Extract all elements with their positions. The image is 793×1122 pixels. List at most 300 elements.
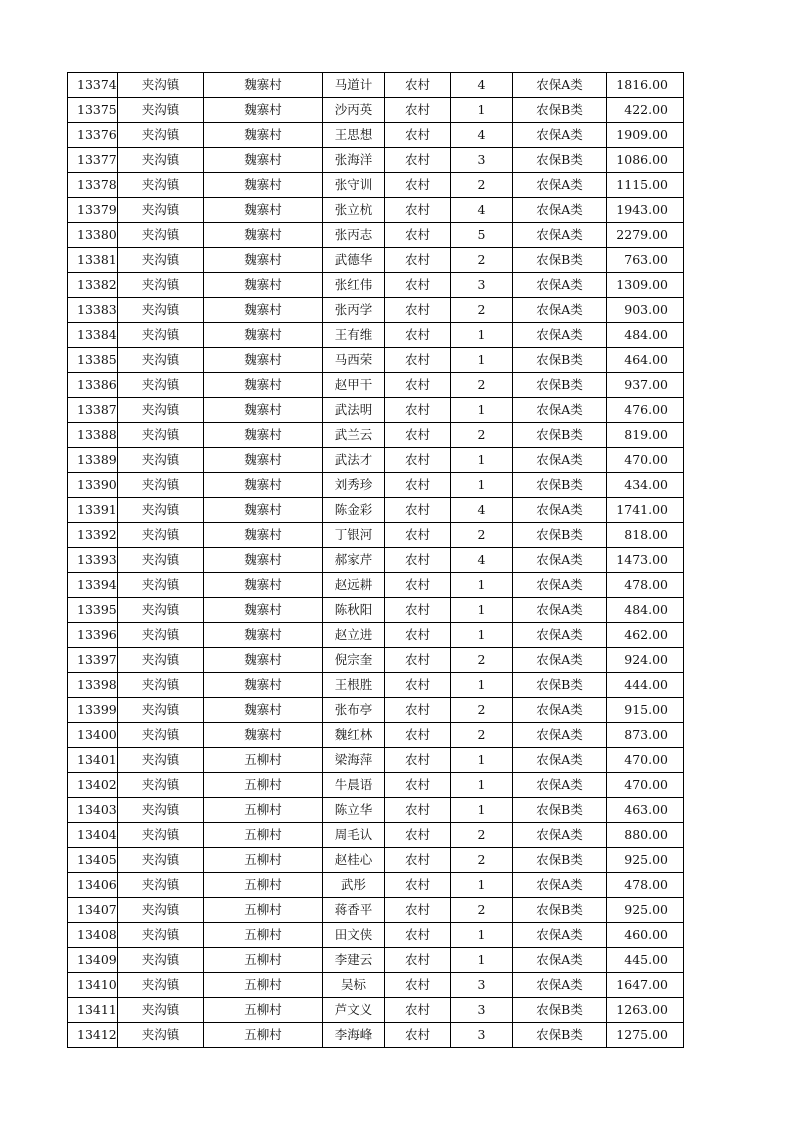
table-row xyxy=(68,448,684,473)
cell-town: 夹沟镇 xyxy=(118,923,204,948)
cell-person-name: 张红伟 xyxy=(323,273,385,298)
cell-person-name: 李建云 xyxy=(323,948,385,973)
cell-area-type: 农村 xyxy=(385,873,451,898)
cell-person-name: 武法才 xyxy=(323,448,385,473)
cell-person-name: 郝家芹 xyxy=(323,548,385,573)
cell-household-count: 1 xyxy=(451,473,513,498)
cell-row-id: 13378 xyxy=(68,173,118,198)
cell-person-name: 魏红林 xyxy=(323,723,385,748)
cell-person-name: 倪宗奎 xyxy=(323,648,385,673)
cell-town: 夹沟镇 xyxy=(118,773,204,798)
cell-village: 魏寨村 xyxy=(204,373,323,398)
cell-insurance-type: 农保A类 xyxy=(513,123,607,148)
cell-area-type: 农村 xyxy=(385,398,451,423)
cell-row-id: 13377 xyxy=(68,148,118,173)
cell-village: 五柳村 xyxy=(204,973,323,998)
cell-row-id: 13400 xyxy=(68,723,118,748)
cell-row-id: 13404 xyxy=(68,823,118,848)
cell-area-type: 农村 xyxy=(385,323,451,348)
cell-household-count: 1 xyxy=(451,673,513,698)
table-row xyxy=(68,498,684,523)
cell-person-name: 武彤 xyxy=(323,873,385,898)
cell-row-id: 13403 xyxy=(68,798,118,823)
cell-town: 夹沟镇 xyxy=(118,723,204,748)
cell-amount: 1309.00 xyxy=(607,273,684,298)
cell-insurance-type: 农保A类 xyxy=(513,573,607,598)
cell-amount: 470.00 xyxy=(607,448,684,473)
cell-amount: 1909.00 xyxy=(607,123,684,148)
cell-person-name: 周毛认 xyxy=(323,823,385,848)
table-row xyxy=(68,798,684,823)
cell-insurance-type: 农保B类 xyxy=(513,798,607,823)
cell-insurance-type: 农保B类 xyxy=(513,148,607,173)
cell-town: 夹沟镇 xyxy=(118,448,204,473)
cell-row-id: 13383 xyxy=(68,298,118,323)
cell-row-id: 13394 xyxy=(68,573,118,598)
cell-village: 魏寨村 xyxy=(204,248,323,273)
cell-person-name: 芦文义 xyxy=(323,998,385,1023)
table-row xyxy=(68,748,684,773)
cell-row-id: 13385 xyxy=(68,348,118,373)
table-row xyxy=(68,1023,684,1048)
cell-person-name: 陈秋阳 xyxy=(323,598,385,623)
cell-town: 夹沟镇 xyxy=(118,798,204,823)
cell-row-id: 13391 xyxy=(68,498,118,523)
table-row xyxy=(68,423,684,448)
cell-household-count: 3 xyxy=(451,998,513,1023)
table-row xyxy=(68,948,684,973)
table-row xyxy=(68,673,684,698)
cell-insurance-type: 农保A类 xyxy=(513,698,607,723)
cell-row-id: 13386 xyxy=(68,373,118,398)
cell-amount: 1647.00 xyxy=(607,973,684,998)
cell-row-id: 13410 xyxy=(68,973,118,998)
cell-insurance-type: 农保B类 xyxy=(513,523,607,548)
cell-insurance-type: 农保A类 xyxy=(513,323,607,348)
table-row xyxy=(68,298,684,323)
cell-insurance-type: 农保B类 xyxy=(513,373,607,398)
table-body xyxy=(68,73,684,1048)
cell-household-count: 1 xyxy=(451,98,513,123)
cell-village: 五柳村 xyxy=(204,948,323,973)
cell-area-type: 农村 xyxy=(385,723,451,748)
cell-town: 夹沟镇 xyxy=(118,398,204,423)
cell-village: 魏寨村 xyxy=(204,473,323,498)
cell-village: 魏寨村 xyxy=(204,498,323,523)
table-row xyxy=(68,598,684,623)
cell-household-count: 1 xyxy=(451,623,513,648)
table-row xyxy=(68,73,684,98)
cell-amount: 434.00 xyxy=(607,473,684,498)
cell-village: 魏寨村 xyxy=(204,573,323,598)
cell-amount: 478.00 xyxy=(607,573,684,598)
cell-area-type: 农村 xyxy=(385,673,451,698)
cell-person-name: 梁海萍 xyxy=(323,748,385,773)
cell-insurance-type: 农保A类 xyxy=(513,73,607,98)
cell-household-count: 2 xyxy=(451,848,513,873)
cell-village: 五柳村 xyxy=(204,848,323,873)
cell-amount: 462.00 xyxy=(607,623,684,648)
cell-town: 夹沟镇 xyxy=(118,423,204,448)
cell-village: 魏寨村 xyxy=(204,673,323,698)
table-row xyxy=(68,773,684,798)
cell-village: 魏寨村 xyxy=(204,523,323,548)
cell-household-count: 3 xyxy=(451,1023,513,1048)
cell-village: 五柳村 xyxy=(204,873,323,898)
cell-amount: 464.00 xyxy=(607,348,684,373)
table-row xyxy=(68,198,684,223)
table-row xyxy=(68,98,684,123)
cell-amount: 470.00 xyxy=(607,773,684,798)
cell-area-type: 农村 xyxy=(385,998,451,1023)
cell-town: 夹沟镇 xyxy=(118,823,204,848)
cell-village: 魏寨村 xyxy=(204,173,323,198)
cell-household-count: 3 xyxy=(451,973,513,998)
table-row xyxy=(68,573,684,598)
cell-amount: 1115.00 xyxy=(607,173,684,198)
cell-area-type: 农村 xyxy=(385,448,451,473)
cell-row-id: 13375 xyxy=(68,98,118,123)
cell-insurance-type: 农保A类 xyxy=(513,973,607,998)
table-row xyxy=(68,973,684,998)
cell-row-id: 13389 xyxy=(68,448,118,473)
cell-amount: 444.00 xyxy=(607,673,684,698)
cell-row-id: 13387 xyxy=(68,398,118,423)
cell-person-name: 陈金彩 xyxy=(323,498,385,523)
cell-row-id: 13406 xyxy=(68,873,118,898)
cell-household-count: 1 xyxy=(451,448,513,473)
cell-row-id: 13395 xyxy=(68,598,118,623)
cell-person-name: 赵甲干 xyxy=(323,373,385,398)
cell-village: 魏寨村 xyxy=(204,698,323,723)
cell-person-name: 赵桂心 xyxy=(323,848,385,873)
cell-area-type: 农村 xyxy=(385,223,451,248)
cell-insurance-type: 农保A类 xyxy=(513,948,607,973)
table-row xyxy=(68,998,684,1023)
cell-person-name: 张立杭 xyxy=(323,198,385,223)
cell-person-name: 张丙志 xyxy=(323,223,385,248)
cell-area-type: 农村 xyxy=(385,948,451,973)
cell-town: 夹沟镇 xyxy=(118,898,204,923)
cell-town: 夹沟镇 xyxy=(118,473,204,498)
table-row xyxy=(68,148,684,173)
cell-row-id: 13405 xyxy=(68,848,118,873)
cell-village: 魏寨村 xyxy=(204,323,323,348)
cell-village: 五柳村 xyxy=(204,923,323,948)
cell-town: 夹沟镇 xyxy=(118,298,204,323)
cell-town: 夹沟镇 xyxy=(118,123,204,148)
cell-insurance-type: 农保B类 xyxy=(513,473,607,498)
cell-village: 魏寨村 xyxy=(204,448,323,473)
cell-person-name: 李海峰 xyxy=(323,1023,385,1048)
cell-area-type: 农村 xyxy=(385,423,451,448)
cell-town: 夹沟镇 xyxy=(118,248,204,273)
table-row xyxy=(68,548,684,573)
cell-household-count: 1 xyxy=(451,948,513,973)
cell-household-count: 2 xyxy=(451,423,513,448)
cell-row-id: 13412 xyxy=(68,1023,118,1048)
cell-person-name: 丁银河 xyxy=(323,523,385,548)
cell-insurance-type: 农保A类 xyxy=(513,748,607,773)
cell-village: 魏寨村 xyxy=(204,398,323,423)
cell-town: 夹沟镇 xyxy=(118,623,204,648)
cell-area-type: 农村 xyxy=(385,198,451,223)
cell-area-type: 农村 xyxy=(385,573,451,598)
cell-amount: 818.00 xyxy=(607,523,684,548)
cell-area-type: 农村 xyxy=(385,373,451,398)
cell-insurance-type: 农保A类 xyxy=(513,398,607,423)
cell-village: 魏寨村 xyxy=(204,648,323,673)
cell-row-id: 13376 xyxy=(68,123,118,148)
cell-row-id: 13392 xyxy=(68,523,118,548)
table-row xyxy=(68,223,684,248)
cell-village: 魏寨村 xyxy=(204,73,323,98)
cell-town: 夹沟镇 xyxy=(118,348,204,373)
cell-household-count: 2 xyxy=(451,723,513,748)
cell-household-count: 2 xyxy=(451,823,513,848)
cell-amount: 925.00 xyxy=(607,848,684,873)
table-row xyxy=(68,373,684,398)
table-row xyxy=(68,648,684,673)
cell-household-count: 1 xyxy=(451,573,513,598)
cell-household-count: 4 xyxy=(451,198,513,223)
cell-area-type: 农村 xyxy=(385,823,451,848)
cell-person-name: 张海洋 xyxy=(323,148,385,173)
cell-household-count: 1 xyxy=(451,773,513,798)
cell-person-name: 王有维 xyxy=(323,323,385,348)
cell-village: 魏寨村 xyxy=(204,348,323,373)
cell-village: 魏寨村 xyxy=(204,98,323,123)
cell-household-count: 3 xyxy=(451,273,513,298)
cell-insurance-type: 农保A类 xyxy=(513,598,607,623)
cell-household-count: 4 xyxy=(451,498,513,523)
cell-amount: 915.00 xyxy=(607,698,684,723)
cell-amount: 1816.00 xyxy=(607,73,684,98)
cell-town: 夹沟镇 xyxy=(118,698,204,723)
cell-amount: 478.00 xyxy=(607,873,684,898)
data-table xyxy=(67,72,684,1048)
table-row xyxy=(68,348,684,373)
cell-town: 夹沟镇 xyxy=(118,973,204,998)
cell-amount: 1275.00 xyxy=(607,1023,684,1048)
cell-row-id: 13411 xyxy=(68,998,118,1023)
cell-insurance-type: 农保A类 xyxy=(513,173,607,198)
cell-insurance-type: 农保A类 xyxy=(513,548,607,573)
cell-area-type: 农村 xyxy=(385,98,451,123)
cell-insurance-type: 农保A类 xyxy=(513,298,607,323)
cell-area-type: 农村 xyxy=(385,348,451,373)
cell-village: 五柳村 xyxy=(204,823,323,848)
cell-amount: 463.00 xyxy=(607,798,684,823)
cell-insurance-type: 农保A类 xyxy=(513,223,607,248)
cell-household-count: 1 xyxy=(451,873,513,898)
cell-town: 夹沟镇 xyxy=(118,748,204,773)
cell-area-type: 农村 xyxy=(385,748,451,773)
cell-row-id: 13407 xyxy=(68,898,118,923)
cell-person-name: 马西荣 xyxy=(323,348,385,373)
cell-village: 魏寨村 xyxy=(204,623,323,648)
cell-person-name: 牛晨语 xyxy=(323,773,385,798)
cell-insurance-type: 农保B类 xyxy=(513,998,607,1023)
cell-row-id: 13384 xyxy=(68,323,118,348)
cell-amount: 460.00 xyxy=(607,923,684,948)
cell-amount: 925.00 xyxy=(607,898,684,923)
cell-area-type: 农村 xyxy=(385,898,451,923)
table-row xyxy=(68,698,684,723)
cell-household-count: 1 xyxy=(451,323,513,348)
cell-village: 魏寨村 xyxy=(204,548,323,573)
cell-insurance-type: 农保A类 xyxy=(513,498,607,523)
cell-insurance-type: 农保A类 xyxy=(513,273,607,298)
cell-row-id: 13401 xyxy=(68,748,118,773)
cell-row-id: 13402 xyxy=(68,773,118,798)
cell-village: 五柳村 xyxy=(204,773,323,798)
cell-row-id: 13396 xyxy=(68,623,118,648)
cell-insurance-type: 农保B类 xyxy=(513,1023,607,1048)
cell-village: 五柳村 xyxy=(204,898,323,923)
cell-household-count: 2 xyxy=(451,648,513,673)
cell-town: 夹沟镇 xyxy=(118,98,204,123)
cell-town: 夹沟镇 xyxy=(118,598,204,623)
table-row xyxy=(68,523,684,548)
cell-amount: 924.00 xyxy=(607,648,684,673)
cell-insurance-type: 农保B类 xyxy=(513,98,607,123)
cell-household-count: 2 xyxy=(451,173,513,198)
cell-person-name: 武兰云 xyxy=(323,423,385,448)
cell-insurance-type: 农保A类 xyxy=(513,648,607,673)
cell-area-type: 农村 xyxy=(385,123,451,148)
cell-person-name: 张丙学 xyxy=(323,298,385,323)
cell-household-count: 5 xyxy=(451,223,513,248)
cell-town: 夹沟镇 xyxy=(118,673,204,698)
cell-row-id: 13381 xyxy=(68,248,118,273)
cell-area-type: 农村 xyxy=(385,598,451,623)
cell-area-type: 农村 xyxy=(385,698,451,723)
cell-area-type: 农村 xyxy=(385,923,451,948)
cell-row-id: 13382 xyxy=(68,273,118,298)
cell-village: 魏寨村 xyxy=(204,598,323,623)
cell-amount: 1473.00 xyxy=(607,548,684,573)
cell-person-name: 吴标 xyxy=(323,973,385,998)
cell-person-name: 蒋香平 xyxy=(323,898,385,923)
cell-household-count: 1 xyxy=(451,598,513,623)
cell-insurance-type: 农保A类 xyxy=(513,198,607,223)
cell-town: 夹沟镇 xyxy=(118,323,204,348)
cell-person-name: 陈立华 xyxy=(323,798,385,823)
cell-area-type: 农村 xyxy=(385,623,451,648)
cell-amount: 422.00 xyxy=(607,98,684,123)
cell-amount: 2279.00 xyxy=(607,223,684,248)
cell-amount: 476.00 xyxy=(607,398,684,423)
cell-insurance-type: 农保B类 xyxy=(513,423,607,448)
cell-amount: 484.00 xyxy=(607,598,684,623)
table-row xyxy=(68,398,684,423)
cell-town: 夹沟镇 xyxy=(118,523,204,548)
cell-amount: 763.00 xyxy=(607,248,684,273)
cell-row-id: 13374 xyxy=(68,73,118,98)
cell-household-count: 1 xyxy=(451,798,513,823)
cell-person-name: 马道计 xyxy=(323,73,385,98)
table-row xyxy=(68,848,684,873)
cell-household-count: 1 xyxy=(451,348,513,373)
cell-town: 夹沟镇 xyxy=(118,573,204,598)
cell-household-count: 2 xyxy=(451,898,513,923)
table-row xyxy=(68,273,684,298)
cell-household-count: 4 xyxy=(451,73,513,98)
cell-village: 五柳村 xyxy=(204,798,323,823)
cell-town: 夹沟镇 xyxy=(118,148,204,173)
cell-insurance-type: 农保B类 xyxy=(513,348,607,373)
cell-area-type: 农村 xyxy=(385,298,451,323)
cell-person-name: 沙丙英 xyxy=(323,98,385,123)
cell-area-type: 农村 xyxy=(385,498,451,523)
cell-amount: 1263.00 xyxy=(607,998,684,1023)
cell-town: 夹沟镇 xyxy=(118,73,204,98)
cell-row-id: 13388 xyxy=(68,423,118,448)
table-row xyxy=(68,623,684,648)
cell-person-name: 张守训 xyxy=(323,173,385,198)
cell-insurance-type: 农保A类 xyxy=(513,923,607,948)
cell-household-count: 2 xyxy=(451,248,513,273)
cell-amount: 445.00 xyxy=(607,948,684,973)
cell-village: 魏寨村 xyxy=(204,123,323,148)
cell-area-type: 农村 xyxy=(385,648,451,673)
cell-amount: 1086.00 xyxy=(607,148,684,173)
cell-area-type: 农村 xyxy=(385,523,451,548)
cell-household-count: 2 xyxy=(451,523,513,548)
cell-person-name: 王思想 xyxy=(323,123,385,148)
cell-area-type: 农村 xyxy=(385,148,451,173)
cell-village: 魏寨村 xyxy=(204,423,323,448)
cell-amount: 1741.00 xyxy=(607,498,684,523)
cell-town: 夹沟镇 xyxy=(118,373,204,398)
cell-insurance-type: 农保A类 xyxy=(513,623,607,648)
cell-person-name: 张布亭 xyxy=(323,698,385,723)
cell-amount: 880.00 xyxy=(607,823,684,848)
cell-amount: 937.00 xyxy=(607,373,684,398)
cell-household-count: 2 xyxy=(451,298,513,323)
cell-area-type: 农村 xyxy=(385,73,451,98)
cell-household-count: 1 xyxy=(451,398,513,423)
cell-person-name: 王根胜 xyxy=(323,673,385,698)
cell-amount: 470.00 xyxy=(607,748,684,773)
cell-area-type: 农村 xyxy=(385,473,451,498)
cell-amount: 903.00 xyxy=(607,298,684,323)
table-row xyxy=(68,873,684,898)
cell-household-count: 2 xyxy=(451,698,513,723)
cell-person-name: 武法明 xyxy=(323,398,385,423)
cell-person-name: 赵远耕 xyxy=(323,573,385,598)
cell-row-id: 13397 xyxy=(68,648,118,673)
cell-town: 夹沟镇 xyxy=(118,948,204,973)
cell-town: 夹沟镇 xyxy=(118,498,204,523)
cell-insurance-type: 农保A类 xyxy=(513,823,607,848)
cell-town: 夹沟镇 xyxy=(118,173,204,198)
table-row xyxy=(68,923,684,948)
cell-person-name: 田文侠 xyxy=(323,923,385,948)
cell-village: 魏寨村 xyxy=(204,723,323,748)
cell-person-name: 武德华 xyxy=(323,248,385,273)
table-row xyxy=(68,123,684,148)
cell-area-type: 农村 xyxy=(385,798,451,823)
cell-row-id: 13398 xyxy=(68,673,118,698)
cell-insurance-type: 农保B类 xyxy=(513,848,607,873)
cell-row-id: 13399 xyxy=(68,698,118,723)
cell-row-id: 13393 xyxy=(68,548,118,573)
cell-household-count: 3 xyxy=(451,148,513,173)
cell-town: 夹沟镇 xyxy=(118,998,204,1023)
table-row xyxy=(68,723,684,748)
